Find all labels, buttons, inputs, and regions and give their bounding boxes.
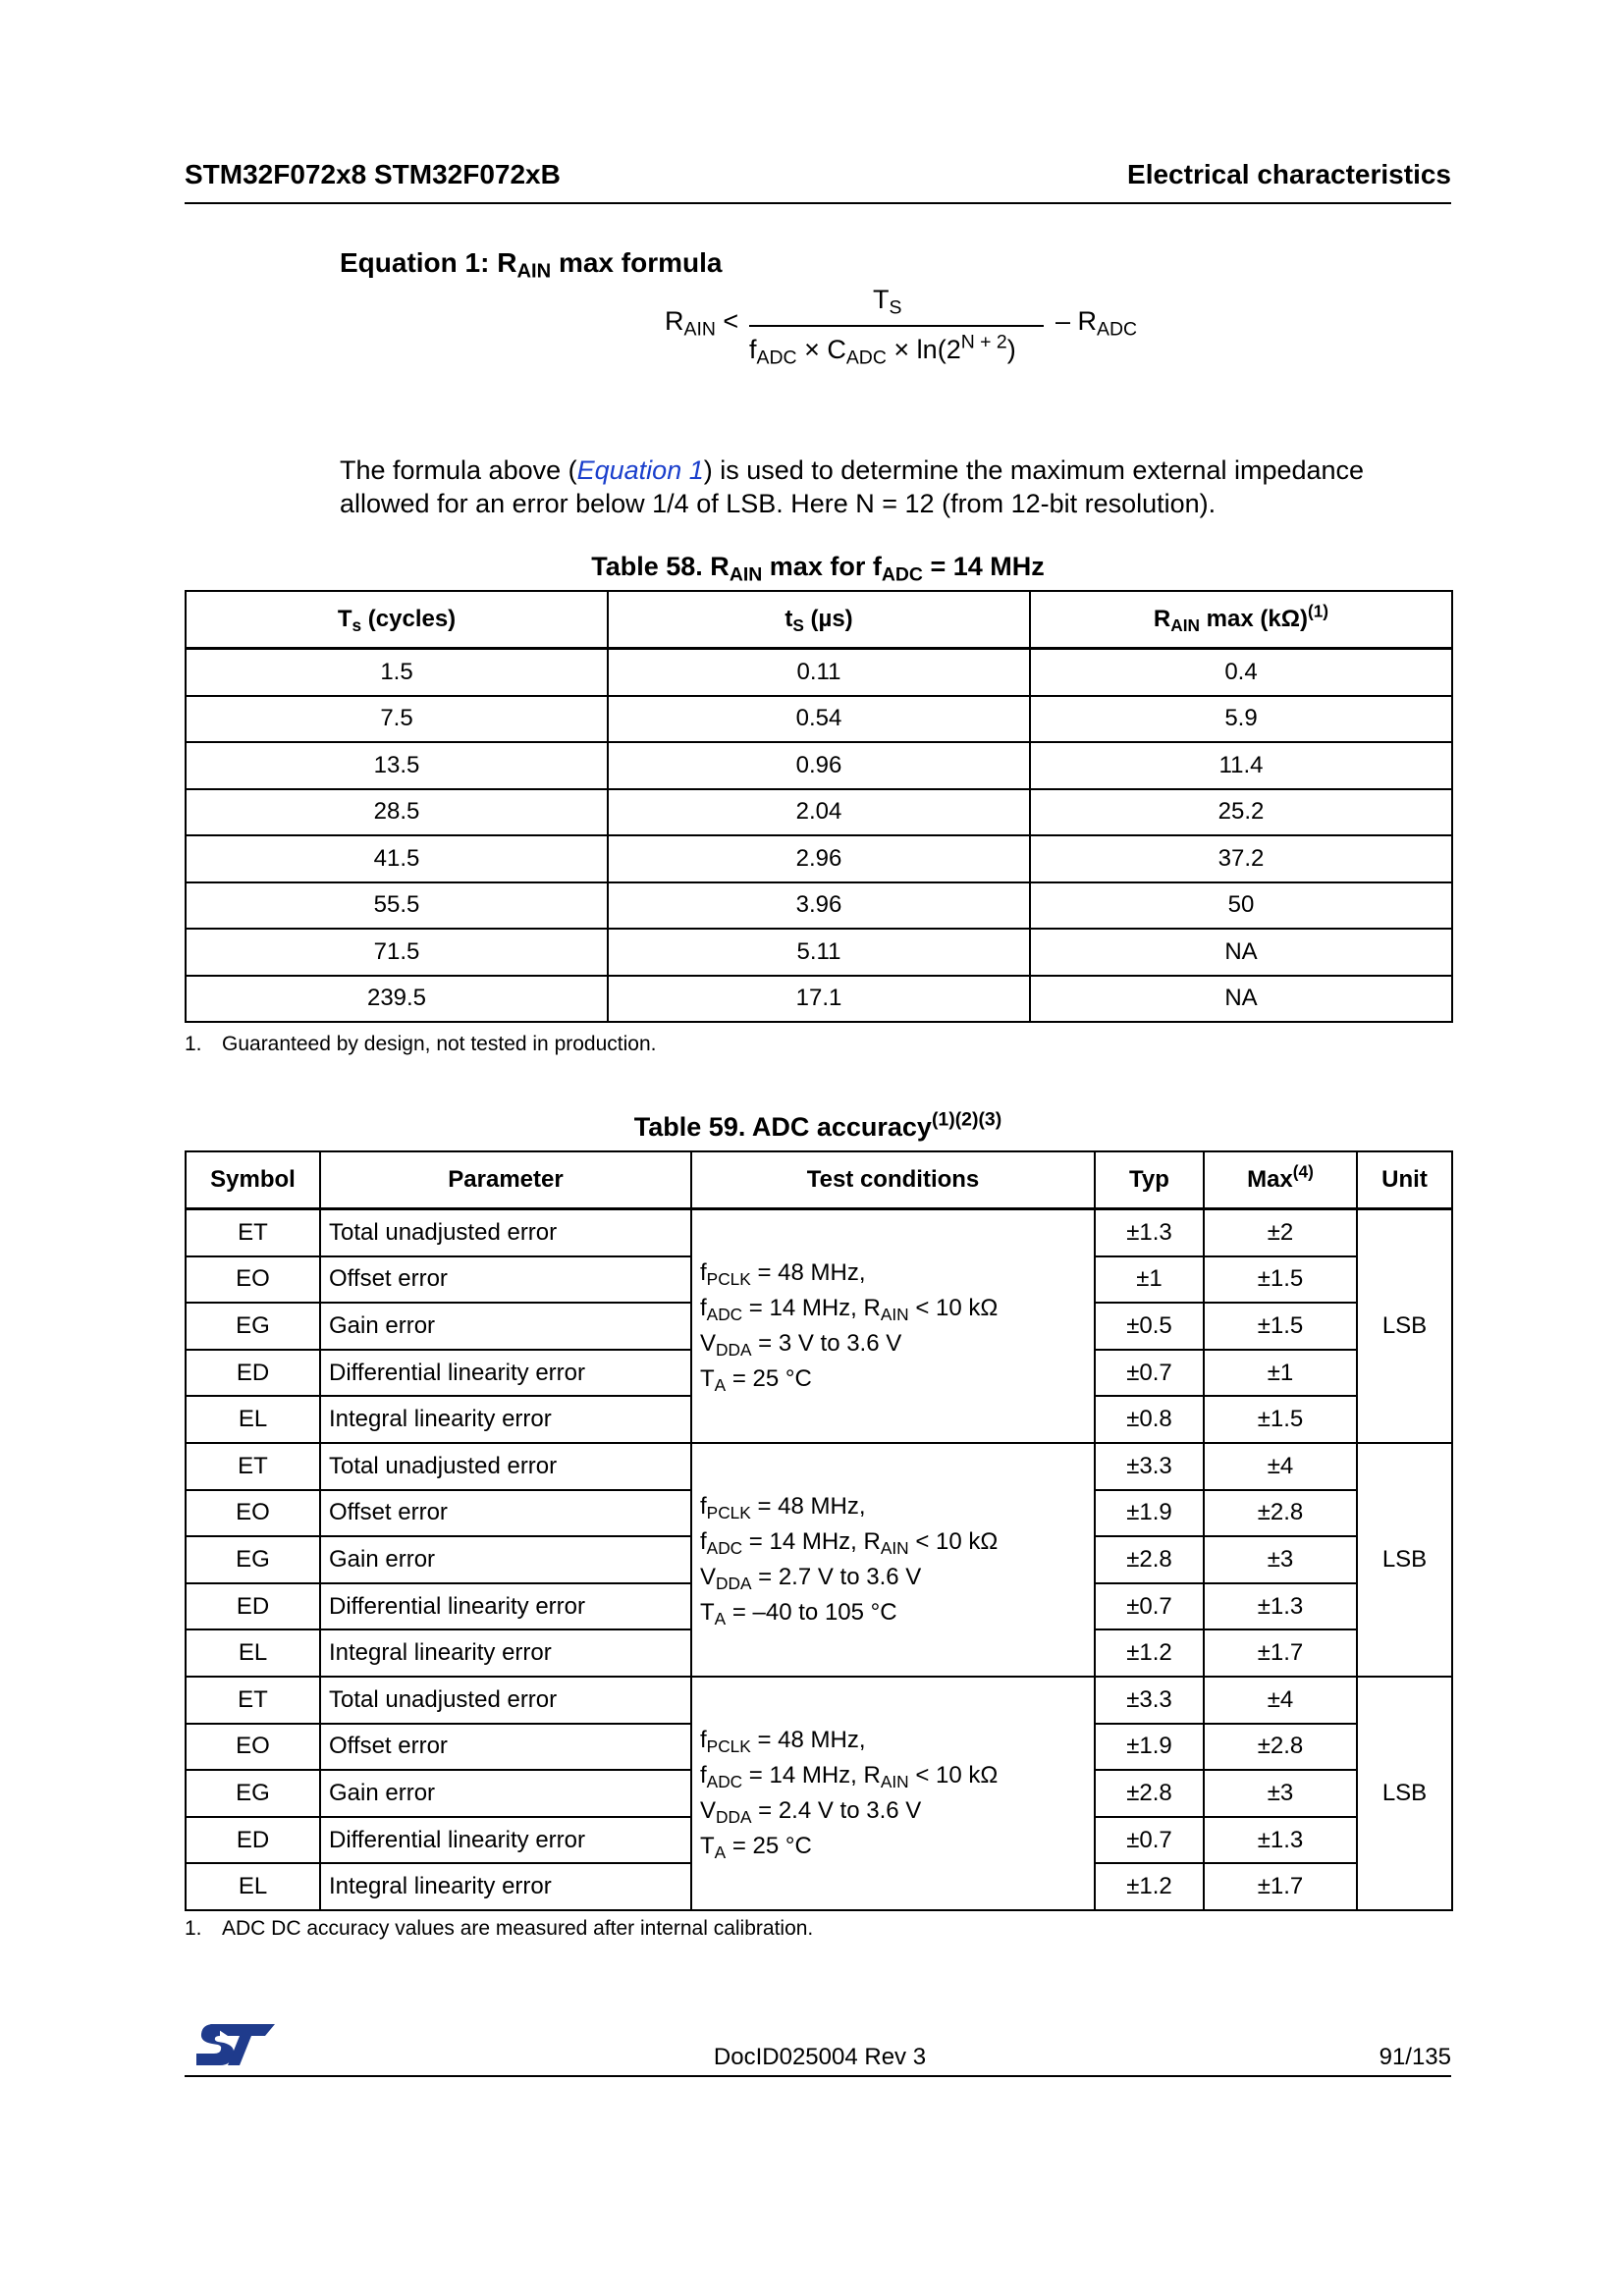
unit-cell: LSB (1357, 1677, 1452, 1910)
eq-rhs: – $R_{ADC}$ (1055, 306, 1138, 341)
max-cell: ±3 (1204, 1536, 1357, 1583)
parameter-cell: Total unadjusted error (320, 1443, 691, 1490)
table-row: 71.5 5.11 NA (186, 929, 1452, 976)
symbol-cell: EG (186, 1770, 320, 1817)
symbol-cell: EO (186, 1490, 320, 1537)
eq-numerator: $T_S$ (873, 285, 902, 319)
table-59-body (186, 1209, 1452, 1910)
footer-doc-id: DocID025004 Rev 3 (713, 2044, 927, 2070)
typ-cell: ±0.7 (1095, 1350, 1204, 1397)
typ-cell: ±0.7 (1095, 1817, 1204, 1864)
eq-denominator: $f_{ADC} \times C_{ADC} \times \ln(2^{N + 2})$ (749, 331, 1016, 369)
equation-formula (663, 283, 1154, 381)
typ-cell: ±3.3 (1095, 1677, 1204, 1724)
st-logo-icon (194, 2022, 277, 2067)
symbol-cell: EG (186, 1303, 320, 1350)
max-cell: ±3 (1204, 1770, 1357, 1817)
table-row (186, 1677, 1452, 1724)
typ-cell: ±2.8 (1095, 1770, 1204, 1817)
symbol-cell: EL (186, 1629, 320, 1677)
parameter-cell: Differential linearity error (320, 1583, 691, 1630)
parameter-cell: Integral linearity error (320, 1863, 691, 1910)
col-unit: Unit (1357, 1151, 1452, 1209)
parameter-cell: Offset error (320, 1256, 691, 1304)
symbol-cell: EO (186, 1724, 320, 1771)
symbol-cell: ET (186, 1209, 320, 1256)
max-cell: ±1.5 (1204, 1303, 1357, 1350)
test-conditions-cell: $f_{PCLK} = 48$ MHz, $f_{ADC} = 14$ MHz, $R_{AIN} < 10$ kΩ $V_{DDA} = 3$ V to 3.6 V $T_A = 25$ °C (691, 1209, 1095, 1443)
symbol-cell: ED (186, 1350, 320, 1397)
header-product: STM32F072x8 STM32F072xB (185, 159, 561, 189)
body-paragraph: The formula above (Equation 1) is used to determine the maximum external impedance allowed for an error below 1/4 of LSB. Here N = 12 (from 12-bit resolution). (340, 455, 1365, 518)
footer-divider (185, 2075, 1451, 2077)
col-typ: Typ (1095, 1151, 1204, 1209)
parameter-cell: Integral linearity error (320, 1629, 691, 1677)
eq-fraction-bar (749, 325, 1044, 327)
parameter-cell: Total unadjusted error (320, 1677, 691, 1724)
table-59-footnote: 1. ADC DC accuracy values are measured after internal calibration. (185, 1917, 814, 1940)
col-max: Max$^{(4)}$ (1204, 1151, 1357, 1209)
max-cell: ±1.7 (1204, 1629, 1357, 1677)
table-58 (185, 590, 1453, 1023)
table-row: 13.5 0.96 11.4 (186, 742, 1452, 789)
max-cell: ±1.3 (1204, 1583, 1357, 1630)
unit-cell: LSB (1357, 1209, 1452, 1443)
max-cell: ±1.7 (1204, 1863, 1357, 1910)
typ-cell: ±1.2 (1095, 1629, 1204, 1677)
table-59 (185, 1150, 1453, 1911)
max-cell: ±1.5 (1204, 1396, 1357, 1443)
typ-cell: ±1.9 (1095, 1724, 1204, 1771)
parameter-cell: Offset error (320, 1724, 691, 1771)
typ-cell: ±0.5 (1095, 1303, 1204, 1350)
symbol-cell: EG (186, 1536, 320, 1583)
col-test-conditions: Test conditions (691, 1151, 1095, 1209)
table-58-caption: Table 58. $R_{AIN}$ max for $f_{ADC} = 14$ MHz (591, 552, 1045, 586)
table-59-caption: Table 59. ADC accuracy$^{(1)(2)(3)}$ (633, 1108, 1002, 1142)
typ-cell: ±1 (1095, 1256, 1204, 1304)
max-cell: ±4 (1204, 1443, 1357, 1490)
max-cell: ±4 (1204, 1677, 1357, 1724)
symbol-cell: EL (186, 1863, 320, 1910)
parameter-cell: Total unadjusted error (320, 1209, 691, 1256)
eq-lhs: $R_{AIN}$ < (665, 306, 739, 341)
header-section: Electrical characteristics (1127, 159, 1451, 189)
symbol-cell: ET (186, 1677, 320, 1724)
table-row (186, 1209, 1452, 1256)
col-symbol: Symbol (186, 1151, 320, 1209)
typ-cell: ±0.8 (1095, 1396, 1204, 1443)
typ-cell: ±1.2 (1095, 1863, 1204, 1910)
symbol-cell: EO (186, 1256, 320, 1304)
unit-cell: LSB (1357, 1443, 1452, 1677)
table-row (186, 1443, 1452, 1490)
table-row: 7.5 0.54 5.9 (186, 696, 1452, 743)
table-row: 55.5 3.96 50 (186, 882, 1452, 930)
col-ts-us: $t_S$ (µs) (608, 591, 1030, 649)
col-rain-max: $R_{AIN}$ $\max (k\Omega)^{(1)}$ (1030, 591, 1452, 649)
typ-cell: ±3.3 (1095, 1443, 1204, 1490)
equation-title: Equation 1: $R_{AIN}$ max formula (340, 247, 723, 283)
typ-cell: ±1.3 (1095, 1209, 1204, 1256)
max-cell: ±1.3 (1204, 1817, 1357, 1864)
test-conditions-cell: $f_{PCLK} = 48$ MHz, $f_{ADC} = 14$ MHz, $R_{AIN} < 10$ kΩ $V_{DDA} = 2.4$ V to 3.6 V $T_A = 25$ °C (691, 1677, 1095, 1910)
table-row: 28.5 2.04 25.2 (186, 789, 1452, 836)
header-divider (185, 202, 1451, 204)
parameter-cell: Gain error (320, 1303, 691, 1350)
max-cell: ±2.8 (1204, 1724, 1357, 1771)
footer-page-number: 91/135 (1379, 2044, 1451, 2070)
test-conditions-cell: $f_{PCLK} = 48$ MHz, $f_{ADC} = 14$ MHz, $R_{AIN} < 10$ kΩ $V_{DDA} = 2.7$ V to 3.6 V $T_A = -40$ to 105 °C (691, 1443, 1095, 1677)
table-row: 41.5 2.96 37.2 (186, 835, 1452, 882)
table-row: 1.5 0.11 0.4 (186, 649, 1452, 696)
table-58-footnote: 1. Guaranteed by design, not tested in production. (185, 1033, 657, 1055)
symbol-cell: ED (186, 1583, 320, 1630)
parameter-cell: Differential linearity error (320, 1817, 691, 1864)
max-cell: ±1.5 (1204, 1256, 1357, 1304)
table-row: 239.5 17.1 NA (186, 976, 1452, 1023)
max-cell: ±2.8 (1204, 1490, 1357, 1537)
symbol-cell: EL (186, 1396, 320, 1443)
parameter-cell: Offset error (320, 1490, 691, 1537)
parameter-cell: Gain error (320, 1536, 691, 1583)
symbol-cell: ED (186, 1817, 320, 1864)
max-cell: ±1 (1204, 1350, 1357, 1397)
col-ts-cycles: $T_s$ (cycles) (186, 591, 608, 649)
typ-cell: ±2.8 (1095, 1536, 1204, 1583)
parameter-cell: Gain error (320, 1770, 691, 1817)
typ-cell: ±0.7 (1095, 1583, 1204, 1630)
parameter-cell: Differential linearity error (320, 1350, 691, 1397)
max-cell: ±2 (1204, 1209, 1357, 1256)
equation-link[interactable]: Equation 1 (576, 455, 704, 485)
symbol-cell: ET (186, 1443, 320, 1490)
parameter-cell: Integral linearity error (320, 1396, 691, 1443)
col-parameter: Parameter (320, 1151, 691, 1209)
typ-cell: ±1.9 (1095, 1490, 1204, 1537)
